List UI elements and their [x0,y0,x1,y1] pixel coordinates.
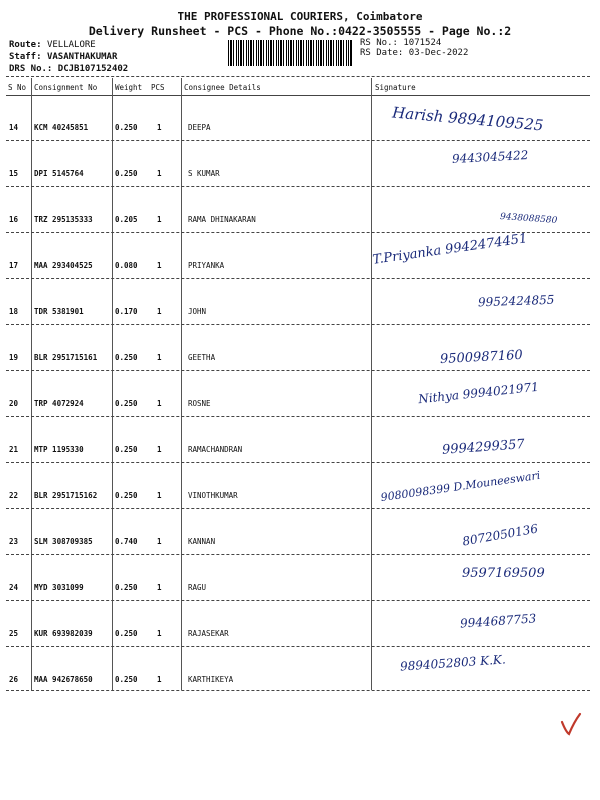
consignee-cell: PRIYANKA [188,261,225,270]
col-header-weight: Weight [115,83,143,92]
header-top-rule [6,76,590,77]
route-value: VELLALORE [46,40,96,50]
barcode [228,40,352,66]
sno-cell: 20 [9,399,19,408]
consignment-cell: BLR 2951715161 [34,353,98,362]
sno-cell: 22 [9,491,19,500]
drs-value: DCJB107152402 [57,64,129,74]
row-divider [6,324,590,325]
consignee-cell: RAMACHANDRAN [188,445,243,454]
row-divider [6,186,590,187]
consignee-cell: JOHN [188,307,207,316]
table-row [0,652,600,698]
handwritten-signature: Nithya 9994021971 [417,379,540,407]
pcs-cell: 1 [157,215,162,224]
rs-no-line [360,38,441,48]
rs-date-label: RS Date: [360,48,404,58]
consignment-cell: MAA 293404525 [34,261,93,270]
row-divider [6,416,590,417]
consignment-cell: MTP 1195330 [34,445,84,454]
consignee-cell: DEEPA [188,123,211,132]
row-divider [6,646,590,647]
pcs-cell: 1 [157,261,162,270]
sno-cell: 26 [9,675,19,684]
pcs-cell: 1 [157,353,162,362]
rs-date-value: 03-Dec-2022 [408,48,469,58]
consignee-cell: RAJASEKAR [188,629,229,638]
sno-cell: 21 [9,445,19,454]
route-line [9,40,96,50]
handwritten-signature: 9080098399 D.Mouneeswari [379,468,541,505]
col-header-sno: S No [8,83,27,92]
consignee-cell: VINOTHKUMAR [188,491,238,500]
consignment-cell: TRP 4072924 [34,399,84,408]
sno-cell: 17 [9,261,19,270]
consignee-cell: RAMA DHINAKARAN [188,215,256,224]
handwritten-signature: 9500987160 [439,347,524,368]
weight-cell: 0.250 [115,675,138,684]
runsheet-subtitle: Delivery Runsheet - PCS - Phone No.:0422-3505555 - Page No.:2 [88,24,512,38]
consignment-cell: SLM 308709385 [34,537,93,546]
check-mark-icon [560,712,582,738]
handwritten-signature: 9894052803 K.K. [399,652,507,674]
sno-cell: 16 [9,215,19,224]
consignment-cell: KUR 693982039 [34,629,93,638]
handwritten-signature: 9994299357 [441,437,526,458]
pcs-cell: 1 [157,169,162,178]
consignee-cell: ROSNE [188,399,211,408]
row-divider [6,508,590,509]
consignment-cell: BLR 2951715162 [34,491,98,500]
sno-cell: 15 [9,169,19,178]
row-divider [6,232,590,233]
rs-no-value: 1071524 [403,38,442,48]
pcs-cell: 1 [157,537,162,546]
weight-cell: 0.250 [115,169,138,178]
col-header-consignee: Consignee Details [184,83,261,92]
company-title: THE PROFESSIONAL COURIERS, Coimbatore [177,10,423,23]
sno-cell: 18 [9,307,19,316]
consignment-cell: MYD 3031099 [34,583,84,592]
consignee-cell: GEETHA [188,353,216,362]
consignee-cell: KANNAN [188,537,216,546]
row-divider [6,462,590,463]
consignment-cell: TDR 5381901 [34,307,84,316]
pcs-cell: 1 [157,491,162,500]
row-divider [6,554,590,555]
weight-cell: 0.205 [115,215,138,224]
consignment-cell: TRZ 295135333 [34,215,93,224]
weight-cell: 0.170 [115,307,138,316]
col-header-pcs: PCS [151,83,165,92]
consignment-cell: KCM 40245851 [34,123,89,132]
col-header-signature: Signature [375,83,416,92]
sno-cell: 14 [9,123,19,132]
consignee-cell: S KUMAR [188,169,220,178]
handwritten-signature: 9952424855 [477,292,555,310]
drs-line [9,64,128,74]
col-header-consignment: Consignment No [34,83,98,92]
handwritten-signature: Harish 9894109525 [391,103,545,135]
row-divider [6,690,590,691]
staff-line [9,52,117,62]
handwritten-signature: 8072050136 [461,521,539,549]
handwritten-signature: 9944687753 [459,611,537,631]
weight-cell: 0.250 [115,629,138,638]
pcs-cell: 1 [157,629,162,638]
rs-no-label: RS No.: [360,38,398,48]
row-divider [6,278,590,279]
staff-label: Staff: [9,52,42,62]
consignment-cell: DPI 5145764 [34,169,84,178]
sno-cell: 24 [9,583,19,592]
weight-cell: 0.250 [115,353,138,362]
pcs-cell: 1 [157,583,162,592]
weight-cell: 0.250 [115,583,138,592]
pcs-cell: 1 [157,445,162,454]
row-divider [6,370,590,371]
sno-cell: 19 [9,353,19,362]
handwritten-signature: T.Priyanka 9942474451 [371,231,529,268]
weight-cell: 0.250 [115,399,138,408]
weight-cell: 0.250 [115,445,138,454]
weight-cell: 0.250 [115,491,138,500]
drs-label: DRS No.: [9,64,53,74]
consignment-cell: MAA 942678650 [34,675,93,684]
pcs-cell: 1 [157,123,162,132]
staff-value: VASANTHAKUMAR [46,52,118,62]
handwritten-signature: 9443045422 [451,148,529,166]
consignee-cell: RAGU [188,583,207,592]
row-divider [6,600,590,601]
rs-date-line [360,48,468,58]
handwritten-signature: 9438088580 [499,212,558,226]
sno-cell: 23 [9,537,19,546]
row-divider [6,140,590,141]
weight-cell: 0.740 [115,537,138,546]
pcs-cell: 1 [157,399,162,408]
handwritten-signature: 9597169509 [462,566,545,581]
pcs-cell: 1 [157,675,162,684]
route-label: Route: [9,40,42,50]
weight-cell: 0.080 [115,261,138,270]
header-bottom-rule [6,95,590,96]
consignee-cell: KARTHIKEYA [188,675,234,684]
weight-cell: 0.250 [115,123,138,132]
sno-cell: 25 [9,629,19,638]
pcs-cell: 1 [157,307,162,316]
